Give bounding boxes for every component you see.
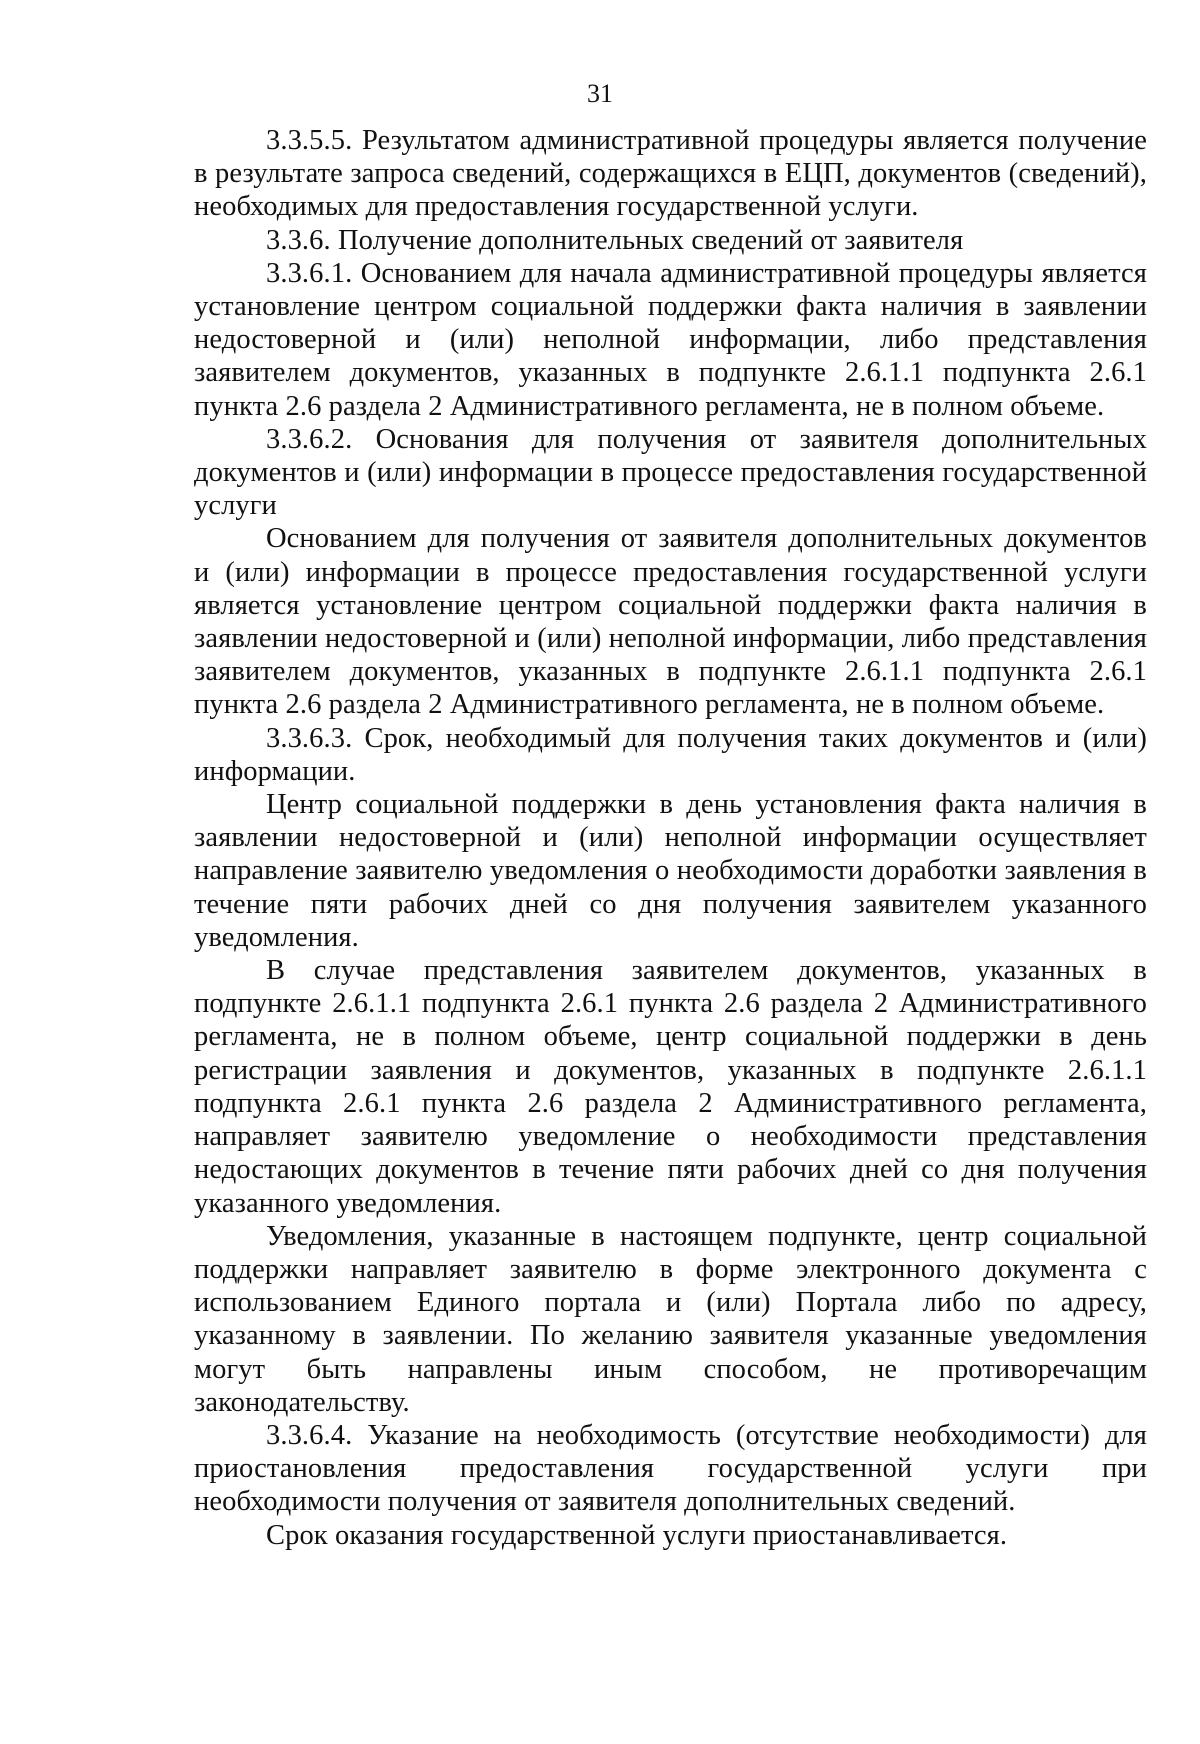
paragraph-incomplete-documents: В случае представления заявителем документов, указанных в подпункте 2.6.1.1 подпункта 2.6.1 пункта 2.6 раздела 2 Административного регламента, не в полном объеме, центр социальной поддержки в день регистрации заявления и документов, указанных в подпункте 2.6.1.1 подпункта 2.6.1 пункта 2.6 раздела 2 Административного регламента, направляет заявителю уведомление о необходимости представления недостающих документов в течение пяти рабочих дней со дня получения указанного уведомления. (194, 955, 1147, 1219)
paragraph-suspension: Срок оказания государственной услуги приостанавливается. (266, 1519, 1008, 1551)
heading-3-3-6: 3.3.6. Получение дополнительных сведений от заявителя (266, 224, 964, 256)
paragraph-grounds: Основанием для получения от заявителя дополнительных документов и (или) информации в процессе предоставления государственной услуги является установление центром социальной поддержки факта наличия в заявлении недостоверной и (или) неполной информации, либо представления заявителем документов, указанных в подпункте 2.6.1.1 подпункта 2.6.1 пункта 2.6 раздела 2 Административного регламента, не в полном объеме. (194, 523, 1147, 721)
paragraph-3-3-5-5: 3.3.5.5. Результатом административной процедуры является получение в результате запроса сведений, содержащихся в ЕЦП, документов (сведений), необходимых для предоставления государственной услуги. (194, 125, 1147, 223)
page-number-text: 31 (587, 79, 613, 108)
paragraph-3-3-6-3: 3.3.6.3. Срок, необходимый для получения таких документов и (или) информации. (194, 722, 1147, 787)
document-body (194, 124, 1147, 1552)
paragraph-3-3-6-1: 3.3.6.1. Основанием для начала административной процедуры является установление центром социальной поддержки факта наличия в заявлении недостоверной и (или) неполной информации, либо представления заявителем документов, указанных в подпункте 2.6.1.1 подпункта 2.6.1 пункта 2.6 раздела 2 Административного регламента, не в полном объеме. (194, 257, 1147, 422)
paragraph-notification-delivery: Уведомления, указанные в настоящем подпункте, центр социальной поддержки направляет заявителю в форме электронного документа с использованием Единого портала и (или) Портала либо по адресу, указанному в заявлении. По желанию заявителя указанные уведомления могут быть направлены иным способом, не противоречащим законодательству. (194, 1220, 1147, 1418)
paragraph-notification-term: Центр социальной поддержки в день установления факта наличия в заявлении недостоверной и (или) неполной информации осуществляет направление заявителю уведомления о необходимости доработки заявления в течение пяти рабочих дней со дня получения заявителем указанного уведомления. (194, 789, 1147, 953)
page-number (0, 78, 1200, 110)
paragraph-3-3-6-2: 3.3.6.2. Основания для получения от заявителя дополнительных документов и (или) информации в процессе предоставления государственной услуги (194, 423, 1147, 522)
paragraph-3-3-6-4: 3.3.6.4. Указание на необходимость (отсутствие необходимости) для приостановления предоставления государственной услуги при необходимости получения от заявителя дополнительных сведений. (194, 1419, 1147, 1518)
